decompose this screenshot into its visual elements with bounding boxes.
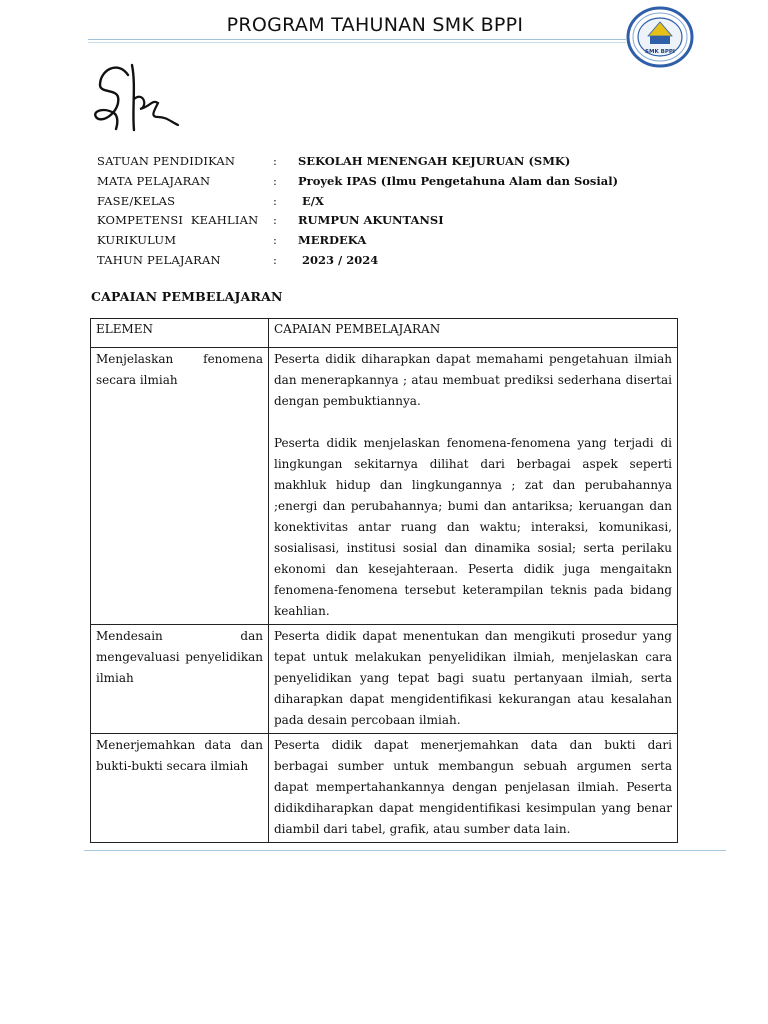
column-header-capaian: CAPAIAN PEMBELAJARAN <box>269 319 678 348</box>
cell-elemen: Menjelaskan fenomena secara ilmiah <box>91 348 269 625</box>
table-header-row <box>91 319 678 348</box>
capaian-paragraph: Peserta didik dapat menentukan dan mengikuti prosedur yang tepat untuk melakukan penyelidikan ilmiah, menjelaskan cara penyelidikan yang tepat bagi suatu pertanyaan ilmiah, serta diharapkan dapat mengidentifikasi kekurangan atau kesalahan pada desain percobaan ilmiah. <box>274 629 672 727</box>
info-colon: : <box>273 154 277 168</box>
info-colon: : <box>273 233 277 248</box>
info-colon: : <box>273 193 277 208</box>
info-label: KURIKULUM <box>97 233 177 248</box>
header-divider-secondary <box>88 42 626 43</box>
info-label: MATA PELAJARAN <box>97 173 211 188</box>
signature <box>88 55 188 140</box>
school-logo <box>626 6 694 68</box>
info-colon: : <box>273 213 277 228</box>
info-value: MERDEKA <box>298 233 367 248</box>
info-label: FASE/KELAS <box>97 193 176 208</box>
cell-elemen: Menerjemahkan data dan bukti-bukti secara ilmiah <box>91 734 269 843</box>
capaian-paragraph: Peserta didik menjelaskan fenomena-fenomena yang terjadi di lingkungan sekitarnya dilihat dari berbagai aspek seperti makhluk hidup dan lingkungannya ; zat dan perubahannya ;energi dan perubahannya; bumi dan antariksa; keruangan dan konektivitas antar ruang dan waktu; interaksi, komunikasi, sosialisasi, institusi sosial dan dinamika sosial; serta perilaku ekonomi dan kesejahteraan. Peserta didik juga mengaitakn fenomena-fenomena tersebut keterampilan teknis pada bidang keahlian. <box>274 436 672 618</box>
info-value: RUMPUN AKUNTANSI <box>298 213 444 228</box>
page-title: PROGRAM TAHUNAN SMK BPPI <box>226 14 524 36</box>
section-title: CAPAIAN PEMBELAJARAN <box>91 289 283 304</box>
table-row <box>91 348 678 625</box>
header-divider <box>88 39 626 40</box>
capaian-paragraph: Peserta didik dapat menerjemahkan data dan bukti dari berbagai sumber untuk membangun sebuah argumen serta dapat mempertahankannya dengan penjelasan ilmiah. Peserta didikdiharapkan dapat mengidentifikasi kesimpulan yang benar diambil dari tabel, grafik, atau sumber data lain. <box>274 738 672 836</box>
info-colon: : <box>273 252 277 267</box>
info-value: E/X <box>298 193 324 208</box>
table-row <box>91 625 678 734</box>
info-colon: : <box>273 173 277 188</box>
footer-divider <box>84 850 726 851</box>
info-value: 2023 / 2024 <box>298 252 379 267</box>
table-row <box>91 734 678 843</box>
info-label: SATUAN PENDIDIKAN <box>97 154 236 168</box>
logo-text: SMK BPPI <box>645 49 675 55</box>
column-header-elemen: ELEMEN <box>91 319 269 348</box>
cell-elemen: Mendesain dan mengevaluasi penyelidikan ilmiah <box>91 625 269 734</box>
info-label: TAHUN PELAJARAN <box>97 252 221 267</box>
capaian-paragraph: Peserta didik diharapkan dapat memahami pengetahuan ilmiah dan menerapkannya ; atau membuat prediksi sederhana disertai dengan pembuktiannya. <box>274 352 672 408</box>
info-value: SEKOLAH MENENGAH KEJURUAN (SMK) <box>298 154 571 168</box>
info-value: Proyek IPAS (Ilmu Pengetahuna Alam dan Sosial) <box>298 173 619 188</box>
cell-capaian <box>269 734 678 843</box>
info-label: KOMPETENSI KEAHLIAN <box>97 213 259 228</box>
capaian-table <box>90 318 678 843</box>
cell-capaian <box>269 625 678 734</box>
cell-capaian <box>269 348 678 625</box>
